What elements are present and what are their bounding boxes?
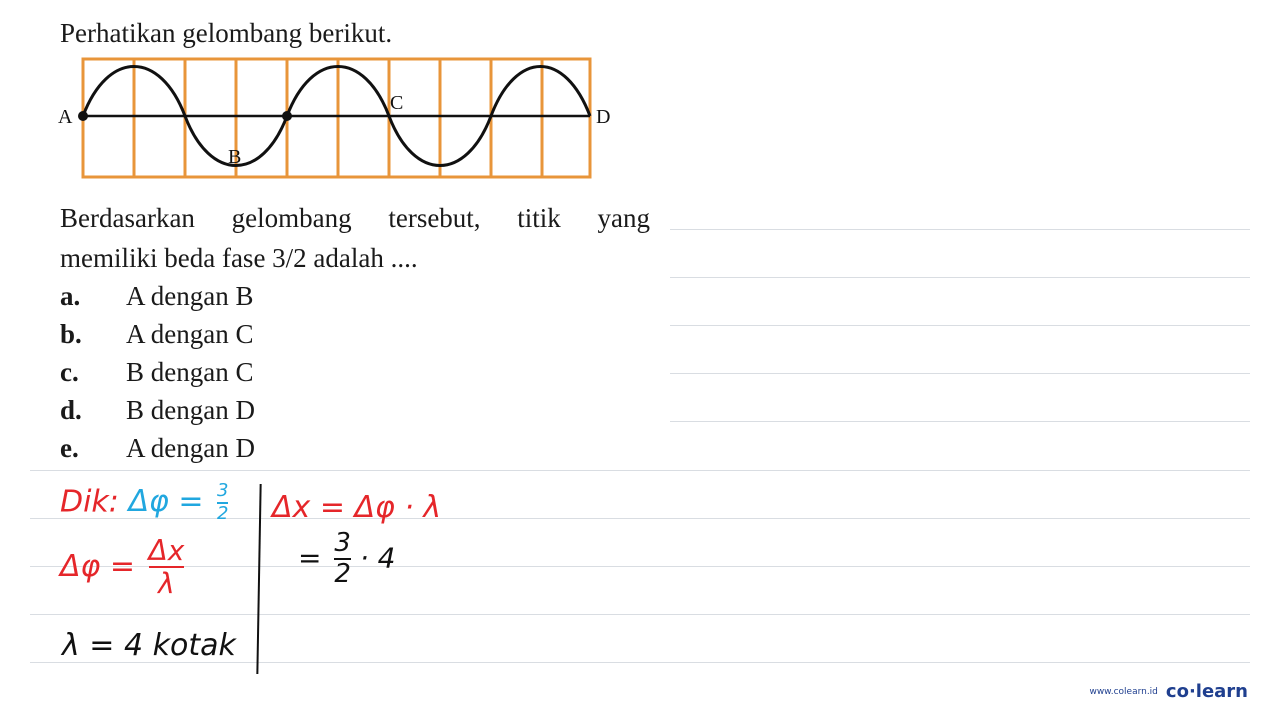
given-phi-fraction [217,482,228,524]
delta-phi-symbol: Δφ [60,548,101,584]
footer-url[interactable]: www.colearn.id [1089,686,1158,697]
option-a [60,277,254,315]
option-text: A dengan B [126,281,254,311]
given-phi [128,480,229,524]
option-letter: c. [60,357,79,387]
problem-title: Perhatikan gelombang berikut. [60,18,393,48]
point-label-b: B [228,146,242,168]
option-text: B dengan D [126,395,255,425]
solution-divider [256,484,261,674]
option-text: B dengan C [126,357,254,387]
point-a-dot [78,111,88,121]
phase-formula [60,536,184,599]
fraction-denominator: λ [158,567,175,601]
option-c [60,353,254,391]
point-label-d: D [596,106,611,128]
ruled-line [30,470,1250,471]
equals-sign: = [109,548,135,584]
calc-line [298,530,395,589]
question-line-2: memiliki beda fase 3/2 adalah .... [60,243,418,273]
option-letter: b. [60,319,82,349]
option-d [60,391,255,429]
option-letter: d. [60,395,82,425]
fraction-denominator: 2 [217,502,229,524]
ruled-line [670,421,1250,422]
calc-fraction [334,530,351,589]
known-line [60,482,228,524]
fraction-denominator: 2 [334,559,351,590]
option-letter: a. [60,281,81,311]
ruled-line [670,325,1250,326]
option-text: A dengan C [126,319,254,349]
option-e [60,429,255,467]
lambda-line: λ = 4 kotak [62,628,236,663]
calc-prefix: = [298,541,322,575]
ruled-line [670,373,1250,374]
fraction-numerator: Δx [148,534,185,567]
footer [1089,681,1248,702]
dx-formula: Δx = Δφ · λ [272,490,442,525]
option-text: A dengan D [126,433,255,463]
option-letter: e. [60,433,79,463]
point-label-c: C [390,92,404,114]
brand-logo: co·learn [1165,681,1248,702]
fraction-numerator: 3 [334,528,351,558]
question-line-1: Berdasarkan gelombang tersebut, titik yang [60,203,650,233]
ruled-line [670,277,1250,278]
equals-sign: = [178,484,204,520]
ruled-line [30,614,1250,615]
calc-suffix: · 4 [359,541,396,575]
wave-figure [50,50,670,190]
known-label: Dik: [60,484,119,520]
formula-fraction [149,536,185,599]
option-b [60,315,254,353]
point-mid-dot [282,111,292,121]
ruled-line [670,229,1250,230]
delta-phi-symbol: Δφ [128,484,169,520]
fraction-numerator: 3 [217,480,229,501]
ruled-line [30,566,1250,567]
point-label-a: A [58,106,73,128]
